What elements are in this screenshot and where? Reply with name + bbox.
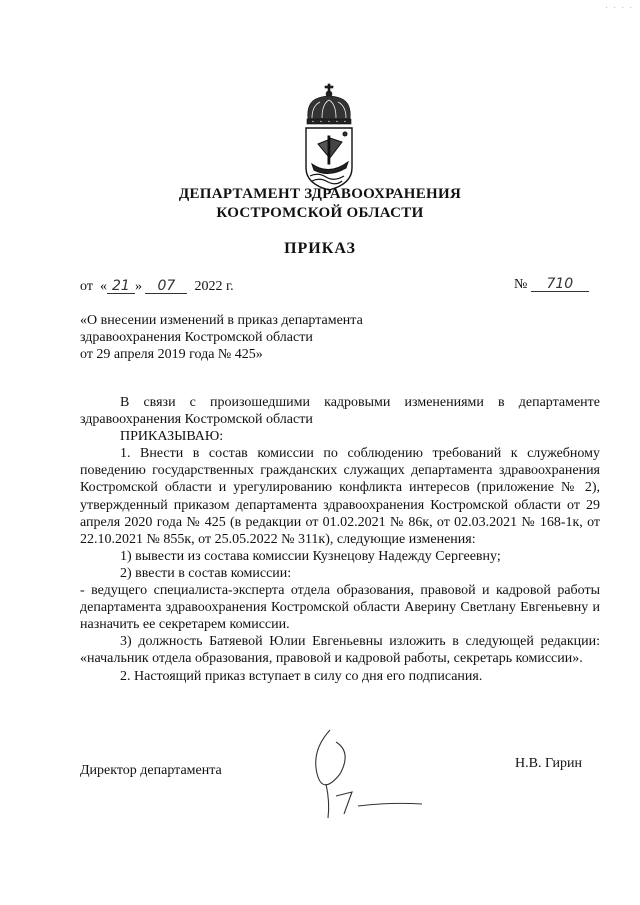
- signatory-position: Директор департамента: [80, 763, 222, 778]
- date-open-quote: «: [99, 279, 107, 294]
- item-2-paragraph: 2. Настоящий приказ вступает в силу со дня его подписания.: [120, 668, 483, 684]
- order-body: [80, 394, 600, 685]
- date-day-handwritten: 21: [107, 279, 135, 294]
- sub-item-2: 2) ввести в состав комиссии:: [120, 565, 292, 581]
- date-year: 2022 г.: [194, 279, 234, 294]
- item-1-paragraph: 1. Внести в состав комиссии по соблюдению требований к служебному поведению государственных гражданских служащих департамента здравоохранения Костромской области и урегулированию конфликта интересов (приложение № 2), утвержденный приказом департамента здравоохранения Костромской области от 29 апреля 2020 года № 425 (в редакции от 01.02.2021 № 86к, от 02.03.2021 № 168-1к, от 22.10.2021 № 855к, от 25.05.2022 № 311к), следующие изменения:: [80, 446, 600, 547]
- signatory-name: Н.В. Гирин: [515, 756, 582, 771]
- sub-item-3: 3) должность Батяевой Юлии Евгеньевны изложить в следующей редакции: «начальник отдела образования, правовой и кадровой работы, секретарь комиссии».: [80, 634, 600, 667]
- date-close-quote: »: [134, 279, 142, 294]
- sub-item-1: 1) вывести из состава комиссии Кузнецову Надежду Сергеевну;: [120, 548, 501, 564]
- order-number-handwritten: 710: [531, 277, 589, 292]
- order-subject: [80, 312, 363, 363]
- coat-of-arms-icon: [298, 80, 360, 192]
- order-word: ПРИКАЗЫВАЮ:: [120, 429, 224, 445]
- handwritten-signature-icon: [300, 722, 430, 822]
- subject-line: от 29 апреля 2019 года № 425»: [80, 347, 263, 362]
- department-name-line1: ДЕПАРТАМЕНТ ЗДРАВООХРАНЕНИЯ: [178, 186, 462, 202]
- subject-line: здравоохранения Костромской области: [80, 330, 313, 345]
- order-date: [80, 279, 234, 295]
- order-number: [514, 277, 589, 293]
- department-name-line2: КОСТРОМСКОЙ ОБЛАСТИ: [216, 205, 424, 221]
- subject-line: «О внесении изменений в приказ департамента: [80, 313, 363, 328]
- corner-scan-mark: · · · ·: [605, 4, 634, 12]
- preamble-paragraph: В связи с произошедшими кадровыми изменениями в департаменте здравоохранения Костромской области: [80, 395, 600, 428]
- date-prefix: от: [80, 279, 93, 294]
- sub-item-2-detail: - ведущего специалиста-эксперта отдела образования, правовой и кадровой работы департамента здравоохранения Костромской области Аверину Светлану Евгеньевну и назначить ее секретарем комиссии.: [80, 583, 600, 633]
- document-type-title: ПРИКАЗ: [284, 240, 356, 257]
- number-sign: №: [514, 277, 528, 292]
- date-month-handwritten: 07: [145, 279, 187, 294]
